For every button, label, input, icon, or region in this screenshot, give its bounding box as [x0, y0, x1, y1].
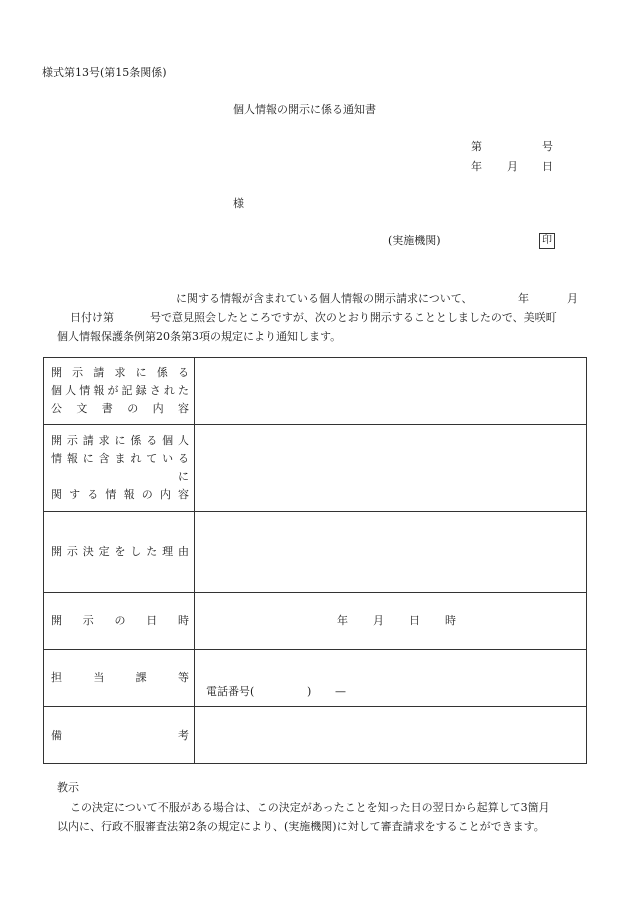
date-day: 日	[542, 160, 553, 173]
row-label-reason: 開示決定をした理由	[44, 512, 195, 593]
body-line-2a: 日付け第	[70, 311, 114, 324]
notice-line-2: 以内に、行政不服審査法第2条の規定により、(実施機関)に対して審査請求をすることができます。	[57, 820, 545, 833]
body-line-1-year: 年	[518, 292, 529, 305]
row-value-info-content[interactable]	[195, 425, 587, 512]
form-number: 様式第13号(第15条関係)	[42, 66, 167, 79]
seal-mark	[539, 233, 555, 249]
body-line-1-month: 月	[567, 292, 578, 305]
row-label-remarks: 備 考	[44, 707, 195, 764]
table-row	[44, 512, 587, 593]
table-row	[44, 650, 587, 707]
datetime-hour: 時	[445, 614, 456, 627]
row-label-disclosure-datetime: 開示の日時	[44, 593, 195, 650]
phone-label: 電話番号(	[206, 685, 255, 698]
body-line-2b: 号で意見照会したところですが、次のとおり開示することとしましたので、美咲町	[150, 311, 557, 324]
row-value-department[interactable]	[195, 650, 587, 707]
row-label-info-content: 開示請求に係る個人 情報に含まれている に 関する情報の内容	[44, 425, 195, 512]
doc-number-dai: 第	[471, 140, 482, 153]
notice-form-table	[43, 357, 587, 764]
datetime-year: 年	[337, 614, 348, 627]
table-row	[44, 425, 587, 512]
body-line-3: 個人情報保護条例第20条第3項の規定により通知します。	[57, 330, 342, 343]
body-line-1: に関する情報が含まれている個人情報の開示請求について、	[176, 292, 473, 305]
document-title: 個人情報の開示に係る通知書	[233, 103, 376, 116]
date-month: 月	[507, 160, 518, 173]
table-row	[44, 593, 587, 650]
phone-dash: —	[335, 685, 346, 698]
phone-close: )	[307, 685, 312, 698]
row-value-remarks[interactable]	[195, 707, 587, 764]
table-row	[44, 707, 587, 764]
notice-line-1: この決定について不服がある場合は、この決定があったことを知った日の翌日から起算して3箇月	[70, 801, 550, 814]
table-row	[44, 358, 587, 425]
date-year: 年	[471, 160, 482, 173]
notice-heading: 教示	[57, 781, 79, 794]
datetime-month: 月	[373, 614, 384, 627]
doc-number-go: 号	[542, 140, 553, 153]
row-label-document-content: 開示請求に係る 個人情報が記録された 公文書の内容	[44, 358, 195, 425]
row-value-reason[interactable]	[195, 512, 587, 593]
row-label-department: 担当課等	[44, 650, 195, 707]
agency-label: (実施機関)	[388, 234, 441, 247]
row-value-disclosure-datetime[interactable]	[195, 593, 587, 650]
addressee-suffix: 様	[233, 197, 244, 210]
datetime-day: 日	[409, 614, 420, 627]
seal-box: 印	[539, 233, 555, 249]
row-value-document-content[interactable]	[195, 358, 587, 425]
